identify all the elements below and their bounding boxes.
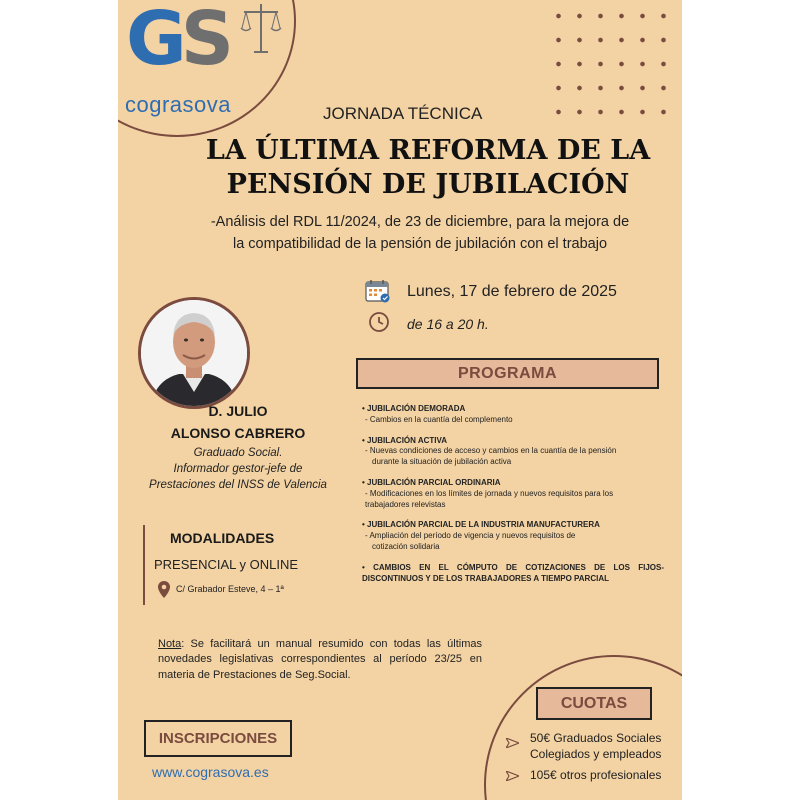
programa-heading: PROGRAMA: [356, 358, 659, 389]
programa-item-description-cont: cotización solidaria: [372, 541, 440, 551]
speaker-photo: [138, 297, 250, 409]
event-date: Lunes, 17 de febrero de 2025: [407, 283, 617, 300]
logo-letter-g: G: [126, 0, 181, 82]
programa-item-description: - Modificaciones en los límites de jornada y nuevos requisitos para los: [365, 488, 614, 498]
calendar-icon: [365, 279, 391, 303]
inscripciones-button[interactable]: INSCRIPCIONES: [144, 720, 292, 757]
programa-item-description-cont: trabajadores relevistas: [365, 499, 446, 509]
speaker-role-line2: Informador gestor-jefe de: [173, 463, 303, 476]
note-paragraph: [158, 637, 482, 683]
note-label: Nota: [158, 638, 182, 650]
programa-item: [362, 563, 664, 585]
website-link[interactable]: www.cograsova.es: [152, 764, 269, 780]
paper-plane-icon: [506, 738, 519, 748]
fee-otros: 105€ otros profesionales: [530, 768, 662, 782]
speaker-name-line1: D. JULIO: [208, 403, 268, 419]
speaker-name: [138, 400, 338, 445]
programa-item: [362, 404, 664, 426]
programa-item-description: - Ampliación del período de vigencia y nuevos requisitos de: [365, 531, 576, 541]
programa-item-description: - Cambios en la cuantía del complemento: [365, 414, 513, 424]
programa-item: [362, 520, 664, 552]
poster: [118, 0, 682, 800]
event-subtitle-line2: la compatibilidad de la pensión de jubilación con el trabajo: [232, 235, 608, 252]
note-text: : Se facilitará un manual resumido con todas las últimas novedades legislativas correspondientes al período 23/25 en materia de Prestaciones de Seg.Social.: [158, 638, 482, 681]
decorative-dot-grid: [548, 4, 678, 124]
event-title: [198, 134, 658, 202]
event-subtitle: [170, 212, 670, 256]
programa-item-heading: • JUBILACIÓN PARCIAL DE LA INDUSTRIA MANUFACTURERA: [362, 520, 664, 531]
programa-item-description: - Nuevas condiciones de acceso y cambios en la cuantía de la pensión: [365, 446, 617, 456]
speaker-name-line2: ALONSO CABRERO: [170, 425, 306, 442]
logo-monogram: [126, 0, 229, 82]
logo-letter-s: S: [180, 0, 229, 82]
event-title-line1: LA ÚLTIMA REFORMA DE LA: [205, 135, 651, 166]
fee-colegiados: [530, 730, 661, 762]
modalidades-type: PRESENCIAL y ONLINE: [154, 557, 299, 572]
programa-list: [362, 404, 664, 594]
programa-item-heading: • JUBILACIÓN PARCIAL ORDINARIA: [362, 478, 664, 489]
cuotas-heading: CUOTAS: [536, 687, 652, 720]
programa-item-heading: • JUBILACIÓN ACTIVA: [362, 436, 664, 447]
clock-icon: [368, 311, 390, 333]
modalidades-address: C/ Grabador Esteve, 4 – 1ª: [176, 584, 284, 594]
modalidades-divider: [143, 525, 145, 605]
location-pin-icon: [158, 581, 170, 598]
speaker-role-line1: Graduado Social.: [193, 447, 283, 459]
programa-item-description-cont: durante la situación de jubilación activa: [372, 457, 512, 467]
paper-plane-icon: [506, 771, 519, 781]
speaker-role-line3: Prestaciones del INSS de Valencia: [149, 479, 327, 492]
programa-item: [362, 436, 664, 468]
event-kicker: JORNADA TÉCNICA: [323, 104, 483, 123]
event-subtitle-line1: -Análisis del RDL 11/2024, de 23 de diciembre, para la mejora de: [210, 214, 630, 230]
fee-colegiados-line2: Colegiados y empleados: [530, 747, 662, 762]
fee-colegiados-line1: 50€ Graduados Sociales: [530, 731, 662, 745]
logo-name: cograsova: [125, 92, 232, 117]
programa-item-heading: • JUBILACIÓN DEMORADA: [362, 404, 664, 415]
event-title-line2: PENSIÓN DE JUBILACIÓN: [226, 168, 630, 200]
programa-item: [362, 478, 664, 510]
speaker-portrait: [141, 300, 247, 406]
speaker-role: [138, 445, 338, 493]
modalidades-title: MODALIDADES: [170, 530, 275, 546]
event-hours: de 16 a 20 h.: [407, 316, 489, 332]
programa-item-heading: • CAMBIOS EN EL CÓMPUTO DE COTIZACIONES DE LOS FIJOS-DISCONTINUOS Y DE LOS TRABAJADORES A TIEMPO PARCIAL: [362, 563, 664, 585]
scales-icon: [240, 2, 282, 54]
